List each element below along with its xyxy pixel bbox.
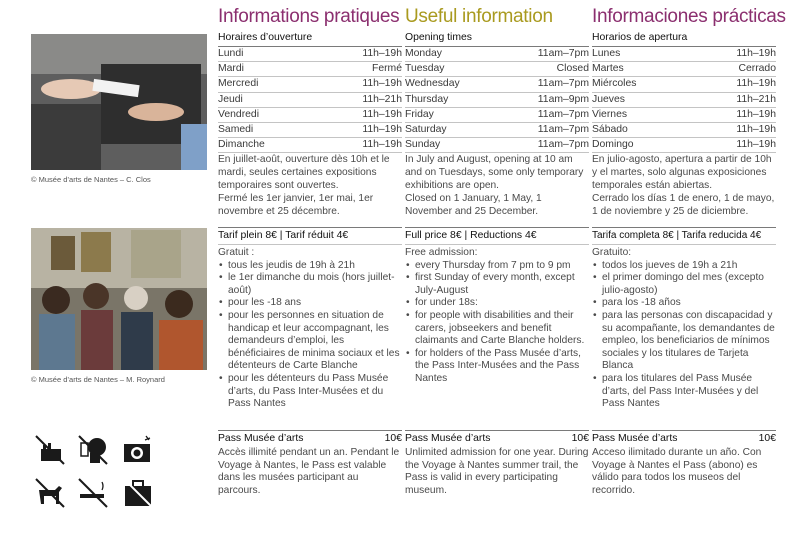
time-value: 11am–7pm (537, 108, 589, 120)
hours-row (405, 62, 589, 77)
no-phone-icon (76, 433, 110, 467)
hours-row (218, 138, 402, 153)
pass-header (218, 432, 402, 447)
time-value: Closed (556, 63, 589, 75)
camera-no-flash-icon (121, 433, 155, 467)
time-value: 11am–7pm (537, 48, 589, 59)
time-value: 11h–19h (362, 78, 402, 90)
free-label: Gratuito: (592, 247, 632, 258)
list-item: • first Sunday of every month, except July-August (405, 272, 589, 297)
hours-row (405, 47, 589, 62)
free-admission-list (405, 260, 589, 386)
hours-row (218, 47, 402, 62)
day-label: Miércoles (592, 78, 637, 90)
museum-pass (592, 432, 776, 497)
time-value: 11h–19h (362, 124, 402, 136)
day-label: Lundi (218, 48, 244, 59)
day-label: Sábado (592, 124, 628, 136)
museum-pass (405, 432, 589, 497)
divider (218, 430, 402, 431)
hours-row (218, 62, 402, 77)
day-label: Sunday (405, 139, 441, 151)
section-title: Informaciones prácticas (592, 6, 786, 27)
day-label: Lunes (592, 48, 621, 59)
free-admission-list (218, 260, 402, 411)
pass-header (405, 432, 589, 447)
time-value: 11h–19h (736, 48, 776, 59)
hours-row (592, 93, 776, 108)
summer-note: In July and August, opening at 10 am and on Tuesdays, some only temporary exhibitions are open. (405, 154, 584, 191)
day-label: Mardi (218, 63, 244, 75)
pass-name: Pass Musée d’arts (405, 433, 491, 444)
free-label: Free admission: (405, 247, 478, 258)
divider (405, 227, 589, 228)
day-label: Viernes (592, 108, 628, 120)
day-label: Mercredi (218, 78, 259, 90)
pass-header (592, 432, 776, 447)
list-item: • para los -18 años (592, 297, 776, 310)
no-food-icon (33, 433, 67, 467)
closed-note: Cerrado los días 1 de enero, 1 de mayo, 1 de noviembre y 25 de diciembre. (592, 193, 775, 217)
time-value: 11am–7pm (537, 78, 589, 90)
closed-note: Fermé les 1er janvier, 1er mai, 1er novembre et 25 décembre. (218, 193, 374, 217)
time-value: 11h–21h (362, 93, 402, 105)
list-item: • pour les personnes en situation de handicap et leur accompagnant, les demandeurs d’emploi, les bénéficiaires de minima sociaux et les détenteurs de Carte Blanche (218, 310, 402, 373)
pass-price: 10€ (384, 433, 402, 444)
hours-row (218, 123, 402, 138)
pass-name: Pass Musée d’arts (592, 433, 678, 444)
time-value: 11h–21h (736, 93, 776, 105)
section-title: Useful information (405, 6, 553, 27)
summer-note: En juillet-août, ouverture dès 10h et le mardi, seules certaines expositions temporaires sont ouvertes. (218, 154, 390, 191)
free-label: Gratuit : (218, 247, 255, 258)
photo-ticket-desk (31, 34, 207, 170)
hours-table (405, 47, 589, 153)
list-item: • todos los jueves de 19h a 21h (592, 260, 776, 273)
time-value: 11am–7pm (537, 139, 589, 151)
photo-caption: © Musée d’arts de Nantes – M. Roynard (31, 375, 165, 384)
pass-price: 10€ (571, 433, 589, 444)
hours-row (405, 108, 589, 123)
time-value: 11h–19h (736, 78, 776, 90)
time-value: 11h–19h (736, 139, 776, 151)
section-title: Informations pratiques (218, 6, 400, 27)
list-item: • tous les jeudis de 19h à 21h (218, 260, 402, 273)
time-value: 11am–9pm (537, 93, 589, 105)
list-item: • for people with disabilities and their carers, jobseekers and benefit claimants and Carte Blanche holders. (405, 310, 589, 348)
hours-row (592, 138, 776, 153)
pricing (405, 229, 589, 386)
photo-caption: © Musée d’arts de Nantes – C. Clos (31, 175, 151, 184)
hours-table (218, 47, 402, 153)
day-label: Jeudi (218, 93, 243, 105)
time-value: 11h–19h (736, 124, 776, 136)
day-label: Vendredi (218, 108, 260, 120)
day-label: Dimanche (218, 139, 265, 151)
price-header: Tarifa completa 8€ | Tarifa reducida 4€ (592, 229, 776, 245)
hours-row (218, 108, 402, 123)
hours-row (592, 47, 776, 62)
day-label: Jueves (592, 93, 625, 105)
time-value: Fermé (371, 63, 402, 75)
time-value: 11am–7pm (537, 124, 589, 136)
list-item: • para las personas con discapacidad y su acompañante, los demandantes de empleo, los beneficiarios de mínimos sociales y los titulares de Tarjeta Blanca (592, 310, 776, 373)
hours-table (592, 47, 776, 153)
list-item: • el primer domingo del mes (excepto julio-agosto) (592, 272, 776, 297)
divider (218, 227, 402, 228)
pass-price: 10€ (758, 433, 776, 444)
hours-label: Horarios de apertura (592, 31, 776, 47)
day-label: Monday (405, 48, 442, 59)
day-label: Thursday (405, 93, 449, 105)
list-item: • every Thursday from 7 pm to 9 pm (405, 260, 589, 273)
day-label: Friday (405, 108, 434, 120)
summer-note: En julio-agosto, apertura a partir de 10h y el martes, solo algunas exposiciones temporales están abiertas. (592, 154, 772, 191)
photo-visitors (31, 228, 207, 370)
hours-row (592, 123, 776, 138)
list-item: • para los titulares del Pass Musée d’arts, del Pass Inter-Musées y del Pass Nantes (592, 373, 776, 411)
list-item: • pour les détenteurs du Pass Musée d’arts, du Pass Inter-Musées et du Pass Nantes (218, 373, 402, 411)
museum-pass (218, 432, 402, 497)
time-value: 11h–19h (362, 139, 402, 151)
hours-row (218, 77, 402, 92)
time-value: 11h–19h (736, 108, 776, 120)
pricing (218, 229, 402, 411)
hours-label: Horaires d’ouverture (218, 31, 402, 47)
hours-row (592, 108, 776, 123)
opening-hours (405, 31, 589, 218)
opening-hours (218, 31, 402, 218)
hours-row (218, 93, 402, 108)
hours-row (405, 93, 589, 108)
day-label: Tuesday (405, 63, 445, 75)
pass-description: Unlimited admission for one year. During the Voyage à Nantes summer trail, the Pass is valid in every participating museum. (405, 447, 589, 496)
no-smoking-icon (76, 476, 110, 510)
list-item: • for holders of the Pass Musée d’arts, the Pass Inter-Musées and the Pass Nantes (405, 348, 589, 386)
divider (405, 430, 589, 431)
divider (592, 430, 776, 431)
day-label: Samedi (218, 124, 254, 136)
price-header: Tarif plein 8€ | Tarif réduit 4€ (218, 229, 402, 245)
pricing (592, 229, 776, 411)
divider (592, 227, 776, 228)
opening-hours (592, 31, 776, 218)
day-label: Martes (592, 63, 624, 75)
hours-row (405, 138, 589, 153)
time-value: 11h–19h (362, 48, 402, 59)
hours-row (592, 77, 776, 92)
no-luggage-icon (121, 476, 155, 510)
free-admission-list (592, 260, 776, 411)
hours-row (592, 62, 776, 77)
list-item: • for under 18s: (405, 297, 589, 310)
day-label: Domingo (592, 139, 634, 151)
list-item: • pour les -18 ans (218, 297, 402, 310)
day-label: Wednesday (405, 78, 460, 90)
hours-row (405, 123, 589, 138)
time-value: 11h–19h (362, 108, 402, 120)
closed-note: Closed on 1 January, 1 May, 1 November and 25 December. (405, 193, 542, 217)
hours-row (405, 77, 589, 92)
pass-description: Acceso ilimitado durante un año. Con Voyage à Nantes el Pass (abono) es válido para todos los museos del recorrido. (592, 447, 762, 496)
pass-name: Pass Musée d’arts (218, 433, 304, 444)
list-item: • le 1er dimanche du mois (hors juillet-août) (218, 272, 402, 297)
time-value: Cerrado (738, 63, 776, 75)
hours-label: Opening times (405, 31, 589, 47)
no-dogs-icon (33, 476, 67, 510)
day-label: Saturday (405, 124, 447, 136)
price-header: Full price 8€ | Reductions 4€ (405, 229, 589, 245)
pass-description: Accès illimité pendant un an. Pendant le Voyage à Nantes, le Pass est valable dans les musées participant au parcours. (218, 447, 400, 496)
